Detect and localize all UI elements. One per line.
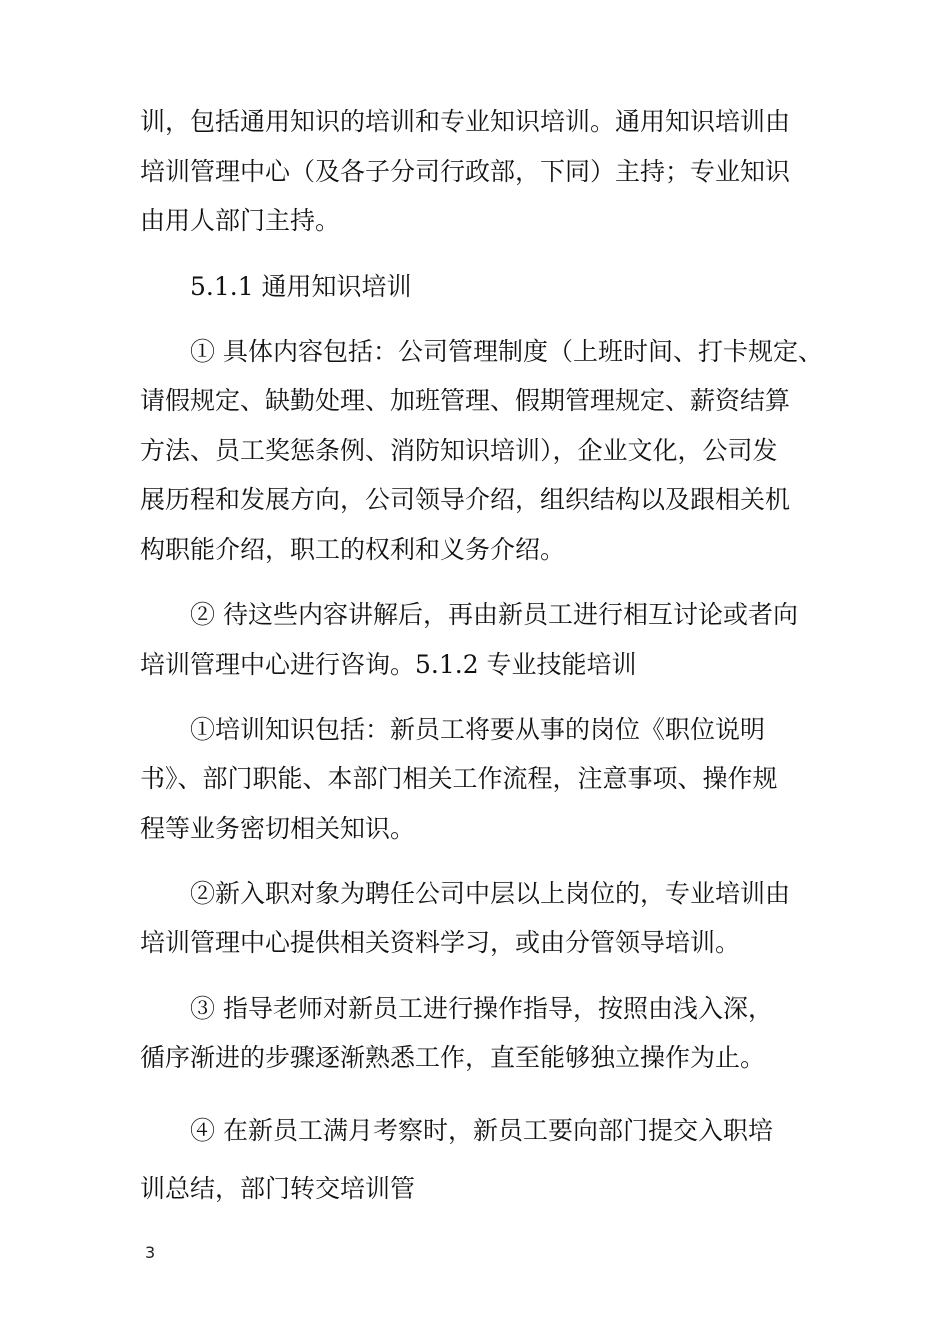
text-line: ②新入职对象为聘任公司中层以上岗位的，专业培训由	[190, 879, 791, 908]
text-line: 训总结，部门转交培训管	[140, 1174, 416, 1203]
text-line: 书》、部门职能、本部门相关工作流程，注意事项、操作规	[140, 764, 778, 793]
text-line: ④ 在新员工满月考察时，新员工要向部门提交入职培	[190, 1116, 773, 1145]
text-line: ③ 指导老师对新员工进行操作指导，按照由浅入深，	[190, 994, 773, 1023]
text-line: 方法、员工奖惩条例、消防知识培训），企业文化，公司发	[140, 436, 778, 465]
text-line: 展历程和发展方向，公司领导介绍，组织结构以及跟相关机	[140, 485, 791, 514]
text-line: 培训管理中心提供相关资料学习，或由分管领导培训。	[140, 928, 741, 957]
text-line: ② 待这些内容讲解后，再由新员工进行相互讨论或者向	[190, 600, 798, 629]
text-line: 请假规定、缺勤处理、加班管理、假期管理规定、薪资结算	[140, 386, 791, 415]
text-line: ① 具体内容包括：公司管理制度（上班时间、打卡规定、	[190, 337, 823, 366]
section-heading: 5.1.1 通用知识培训	[190, 272, 412, 301]
page-number: 3	[145, 1243, 156, 1262]
text-line: 构职能介绍，职工的权利和义务介绍。	[140, 535, 566, 564]
text-line: 训，包括通用知识的培训和专业知识培训。通用知识培训由	[140, 107, 791, 136]
text-line: 程等业务密切相关知识。	[140, 814, 416, 843]
text-line: 循序渐进的步骤逐渐熟悉工作，直至能够独立操作为止。	[140, 1043, 766, 1072]
text-line: ①培训知识包括：新员工将要从事的岗位《职位说明	[190, 715, 766, 744]
text-line: 由用人部门主持。	[140, 206, 341, 235]
text-line: 培训管理中心（及各子分司行政部，下同）主持；专业知识	[140, 157, 791, 186]
text-line: 培训管理中心进行咨询。5.1.2 专业技能培训	[140, 650, 637, 679]
